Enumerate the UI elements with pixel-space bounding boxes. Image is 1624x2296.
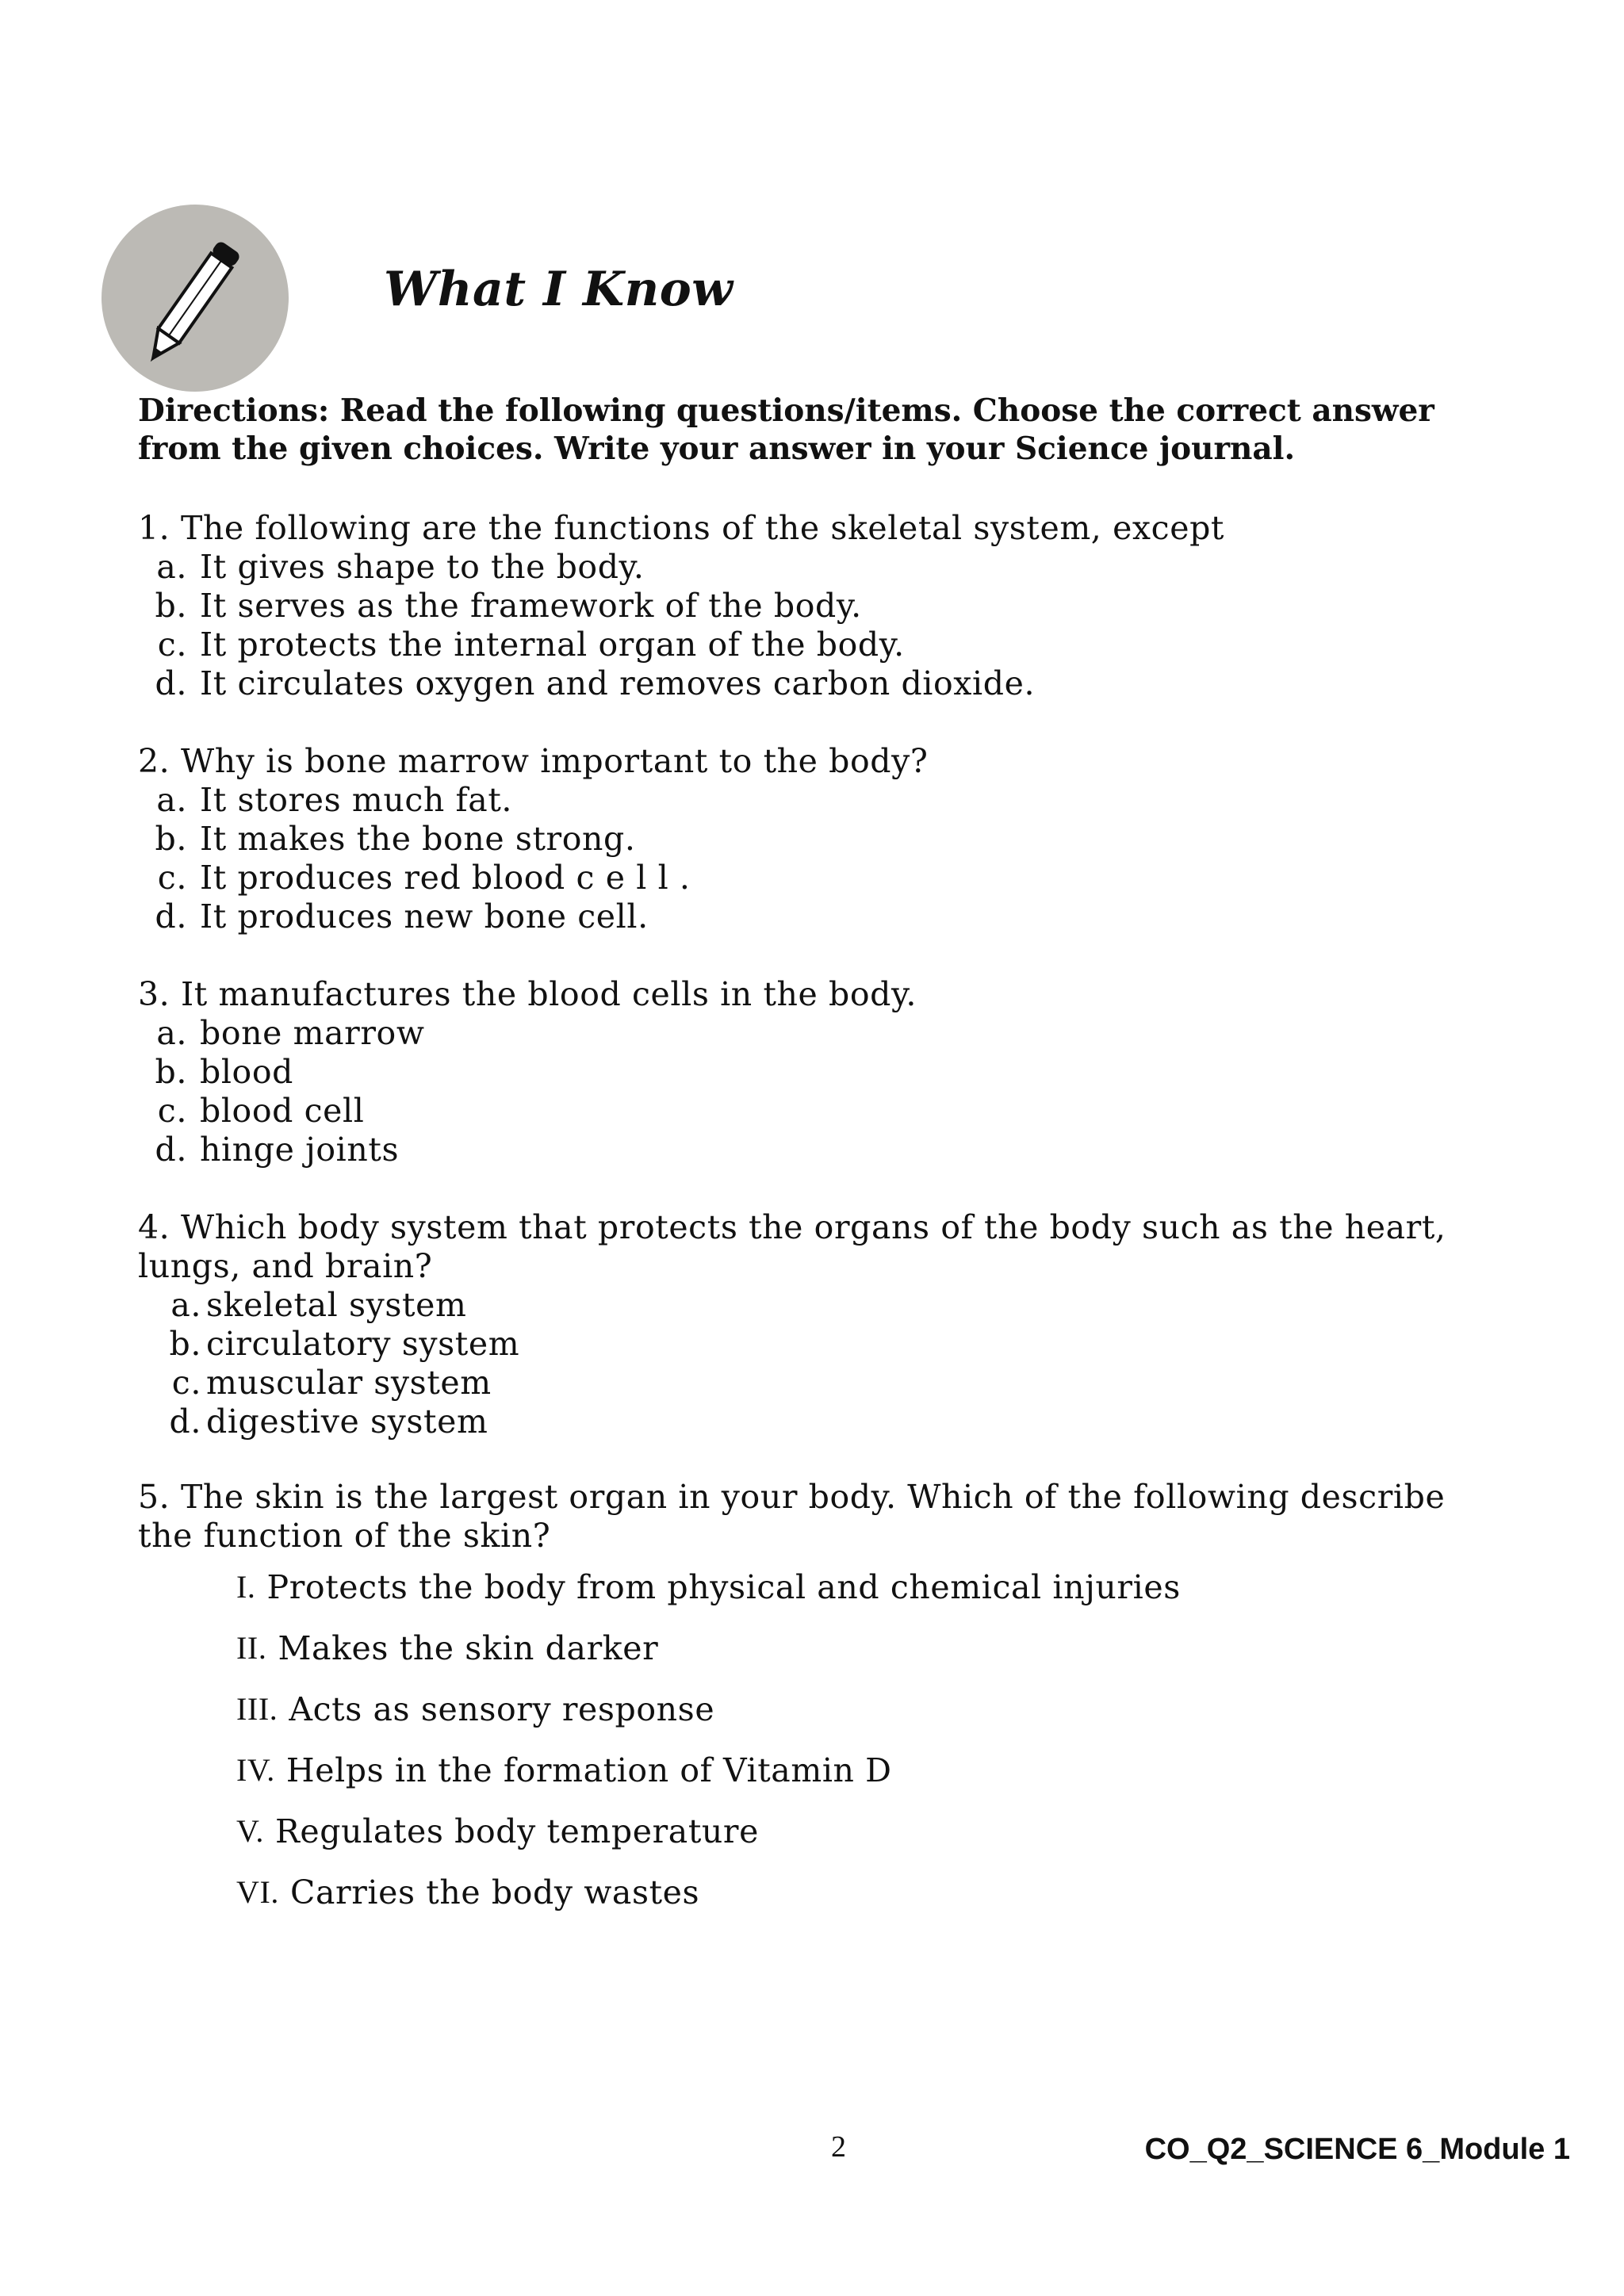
- module-code: CO_Q2_SCIENCE 6_Module 1: [1144, 2133, 1570, 2166]
- choice-d: d. digestive system: [169, 1402, 488, 1441]
- question-stem: 1. The following are the functions of the skeletal system, except: [138, 509, 1224, 547]
- statement-list: [236, 1568, 1181, 1934]
- page-number: 2: [831, 2130, 846, 2164]
- question-stem: 2. Why is bone marrow important to the body?: [138, 742, 929, 780]
- question-5: [138, 1478, 1486, 1556]
- question-stem: 5. The skin is the largest organ in your body. Which of the following describe the function of the skin?: [138, 1478, 1446, 1555]
- choice-c: c. blood cell: [157, 1092, 365, 1130]
- directions: Directions: Read the following questions/items. Choose the correct answer from the given choices. Write your answer in your Science journal.: [138, 392, 1434, 467]
- choice-d: d. hinge joints: [155, 1131, 400, 1169]
- statement-item: III. Acts as sensory response: [236, 1690, 715, 1728]
- choice-a: a. skeletal system: [170, 1286, 467, 1324]
- pencil-icon: [102, 205, 289, 392]
- question-stem: 3. It manufactures the blood cells in the body.: [138, 975, 917, 1013]
- choice-c: c. It protects the internal organ of the body.: [157, 626, 905, 664]
- question-4: [138, 1208, 1486, 1441]
- question-1: [138, 509, 1486, 703]
- choice-b: b. It makes the bone strong.: [155, 820, 636, 858]
- statement-item: V. Regulates body temperature: [236, 1812, 759, 1850]
- question-2: [138, 742, 1486, 936]
- choice-a: a. It gives shape to the body.: [156, 548, 645, 586]
- statement-item: I. Protects the body from physical and chemical injuries: [236, 1568, 1181, 1606]
- choice-c: c. It produces red blood c e l l .: [157, 859, 691, 897]
- question-stem: 4. Which body system that protects the organs of the body such as the heart, lungs, and brain?: [138, 1208, 1446, 1285]
- choice-b: b. It serves as the framework of the body.: [155, 587, 862, 625]
- choice-c: c. muscular system: [171, 1364, 492, 1402]
- statement-item: II. Makes the skin darker: [236, 1629, 659, 1667]
- choice-a: a. It stores much fat.: [156, 781, 513, 819]
- choice-d: d. It circulates oxygen and removes carbon dioxide.: [155, 664, 1036, 702]
- choice-b: b. blood: [155, 1053, 293, 1091]
- choice-b: b. circulatory system: [169, 1325, 520, 1363]
- statement-item: VI. Carries the body wastes: [236, 1873, 700, 1911]
- choice-d: d. It produces new bone cell.: [155, 897, 649, 936]
- question-3: [138, 975, 1486, 1169]
- page-title: What I Know: [384, 262, 733, 317]
- choice-a: a. bone marrow: [156, 1014, 425, 1052]
- statement-item: IV. Helps in the formation of Vitamin D: [236, 1751, 892, 1789]
